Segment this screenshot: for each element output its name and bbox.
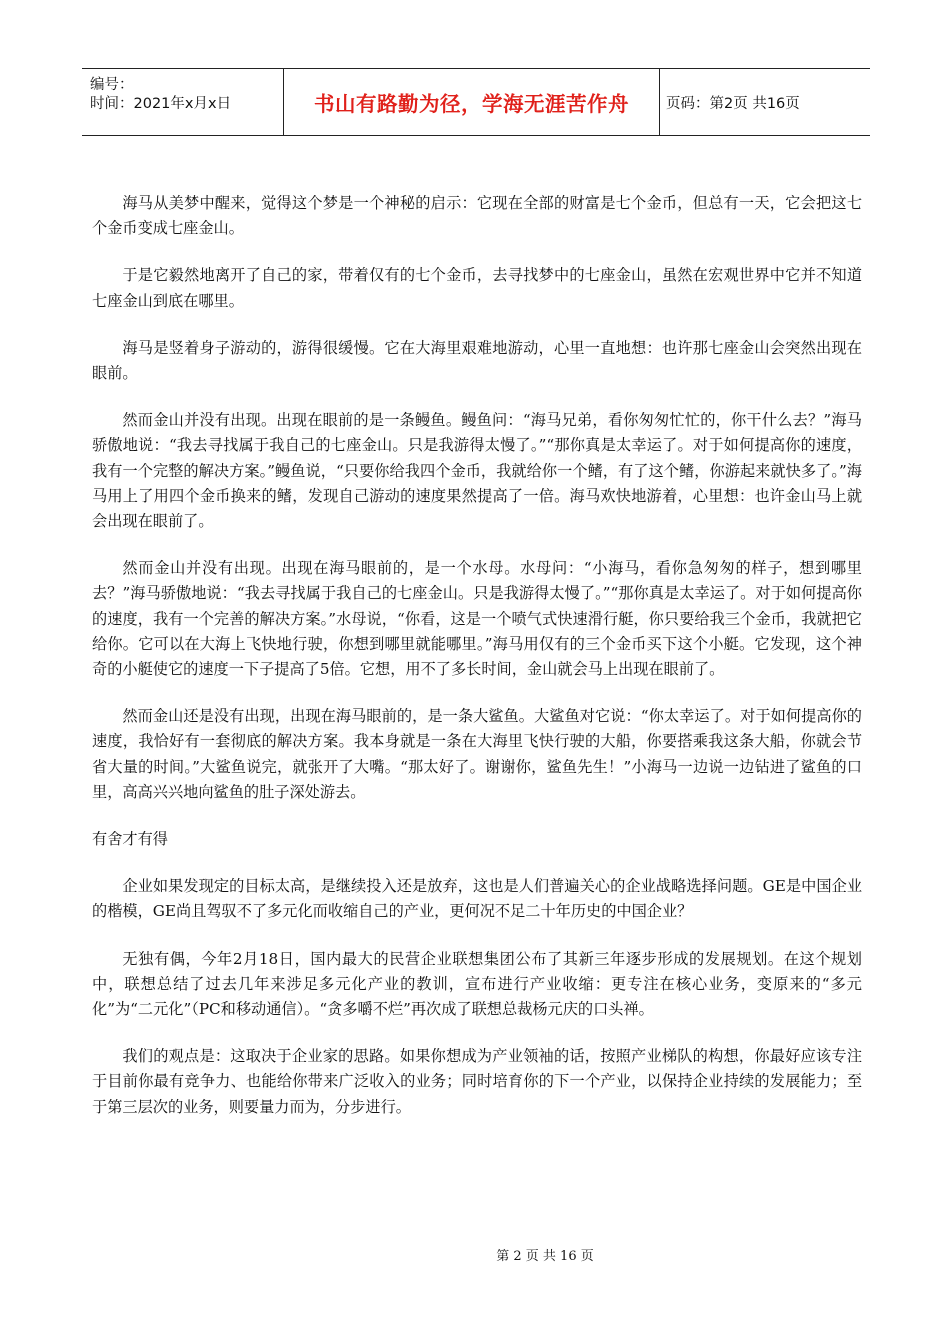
header-info-cell (82, 68, 284, 136)
page-header (82, 68, 870, 136)
body-paragraph: 然而金山并没有出现。出现在眼前的是一条鳗鱼。鳗鱼问：“海马兄弟，看你匆匆忙忙的，你干什么去？”海马骄傲地说：“我去寻找属于我自己的七座金山。只是我游得太慢了。”“那你真是太幸运了。对于如何提高你的速度，我有一个完整的解决方案。”鳗鱼说，“只要你给我四个金币，我就给你一个鳍，有了这个鳍，你游起来就快多了。”海马用上了用四个金币换来的鳍，发现自己游动的速度果然提高了一倍。海马欢快地游着，心里想：也许金山马上就会出现在眼前了。 (92, 411, 862, 531)
body-paragraph: 我们的观点是：这取决于企业家的思路。如果你想成为产业领袖的话，按照产业梯队的构想，你最好应该专注于目前你最有竞争力、也能给你带来广泛收入的业务；同时培育你的下一个产业，以保持企业持续的发展能力；至于第三层次的业务，则要量力而为，分步进行。 (92, 1047, 862, 1116)
section-heading: 有舍才有得 (92, 830, 168, 849)
body-paragraph: 于是它毅然地离开了自己的家，带着仅有的七个金币，去寻找梦中的七座金山，虽然在宏观世界中它并不知道七座金山到底在哪里。 (92, 266, 862, 310)
body-paragraph: 企业如果发现定的目标太高，是继续投入还是放弃，这也是人们普遍关心的企业战略选择问题。GE是中国企业的楷模，GE尚且驾驭不了多元化而收缩自己的产业，更何况不足二十年历史的中国企业？ (92, 877, 863, 921)
header-motto: 书山有路勤为径，学海无涯苦作舟 (314, 92, 629, 116)
header-motto-cell (284, 68, 660, 136)
document-body (92, 191, 862, 1142)
footer-page-number: 第 2 页 共 16 页 (496, 1249, 594, 1264)
body-paragraph: 然而金山并没有出现。出现在海马眼前的，是一个水母。水母问：“小海马，看你急匆匆的样子，想到哪里去？”海马骄傲地说：“我去寻找属于我自己的七座金山。只是我游得太慢了。”“那你真是太幸运了。对于如何提高你的速度，我有一个完善的解决方案。”水母说，“你看，这是一个喷气式快速滑行艇，你只要给我三个金币，我就把它给你。它可以在大海上飞快地行驶，你想到哪里就能哪里。”海马用仅有的三个金币买下这个小艇。它发现，这个神奇的小艇使它的速度一下子提高了5倍。它想，用不了多长时间，金山就会马上出现在眼前了。 (92, 559, 862, 679)
header-page-number: 页码：第2页 共16页 (666, 95, 800, 112)
body-paragraph: 无独有偶，今年2月18日，国内最大的民营企业联想集团公布了其新三年逐步形成的发展规划。在这个规划中，联想总结了过去几年来涉足多元化产业的教训，宣布进行产业收缩：更专注在核心业务，变原来的“多元化”为“二元化”（PC和移动通信）。“贪多嚼不烂”再次成了联想总裁杨元庆的口头禅。 (92, 949, 862, 1019)
body-paragraph: 海马是竖着身子游动的，游得很缓慢。它在大海里艰难地游动，心里一直地想：也许那七座金山会突然出现在眼前。 (92, 338, 862, 383)
body-paragraph: 海马从美梦中醒来，觉得这个梦是一个神秘的启示：它现在全部的财富是七个金币，但总有一天，它会把这七个金币变成七座金山。 (92, 194, 862, 238)
page-footer (0, 1245, 950, 1264)
document-number-label: 编号： (90, 77, 134, 93)
document-date-label: 时间：2021年x月x日 (90, 96, 232, 112)
body-paragraph: 然而金山还是没有出现，出现在海马眼前的，是一条大鲨鱼。大鲨鱼对它说：“你太幸运了。对于如何提高你的速度，我恰好有一套彻底的解决方案。我本身就是一条在大海里飞快行驶的大船，你要搭乘我这条大船，你就会节省大量的时间。”大鲨鱼说完，就张开了大嘴。“那太好了。谢谢你，鲨鱼先生！”小海马一边说一边钻进了鲨鱼的口里，高高兴兴地向鲨鱼的肚子深处游去。 (92, 707, 862, 801)
header-page-cell (660, 68, 870, 136)
header-bottom-rule (82, 135, 870, 136)
